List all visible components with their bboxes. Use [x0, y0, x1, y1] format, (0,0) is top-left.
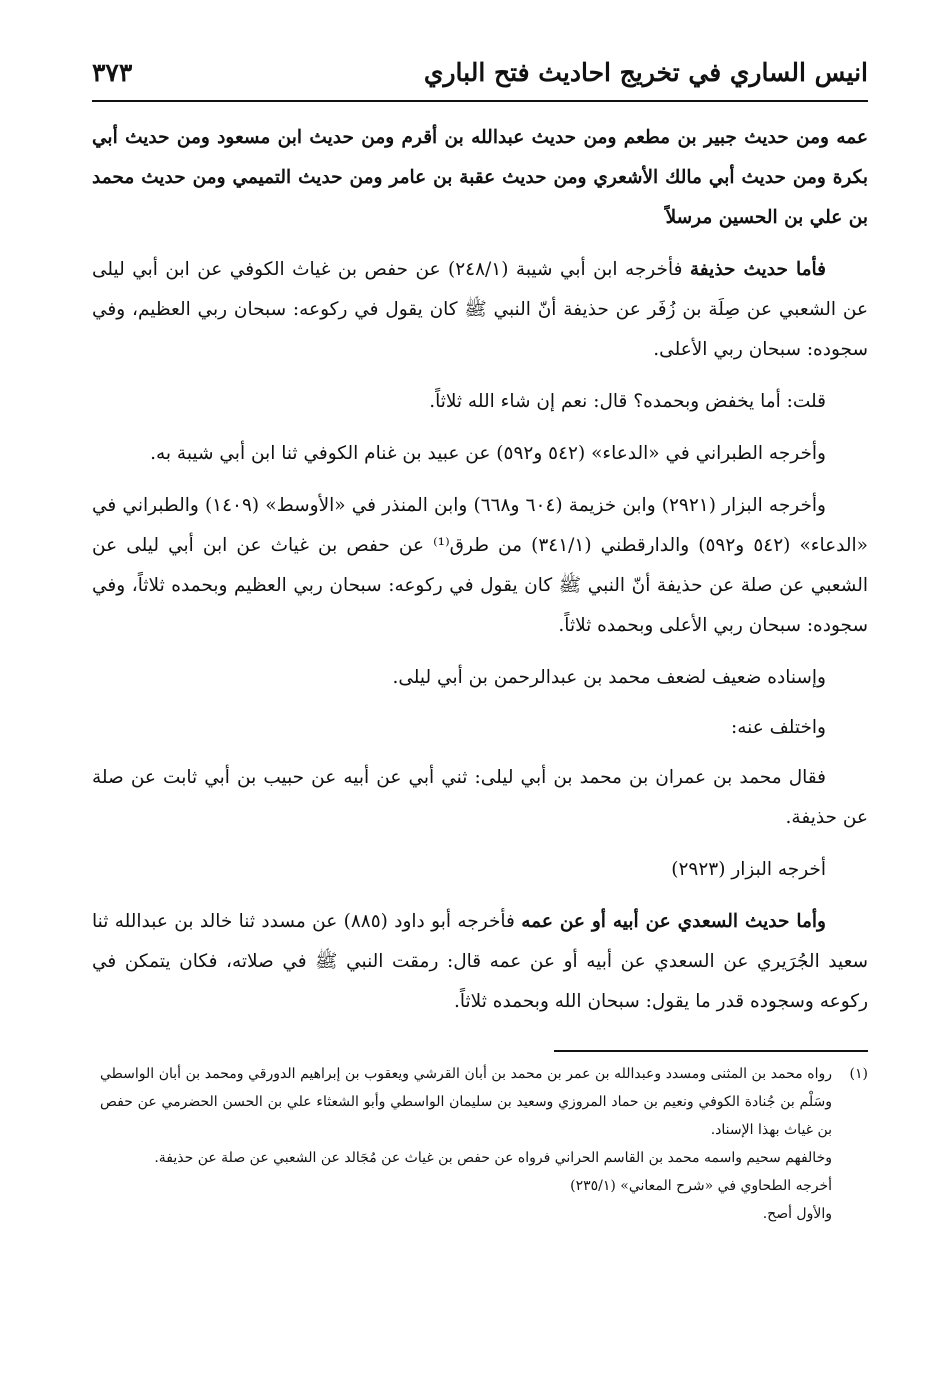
- paragraph-hudhayfa: [92, 250, 868, 370]
- footnotes: [100, 1060, 868, 1228]
- paragraph-imran: [92, 758, 868, 838]
- paragraph-bazzar-2923: [92, 850, 868, 890]
- paragraph-text: واختلف عنه:: [730, 717, 826, 738]
- paragraph-hadith-list: [92, 118, 868, 238]
- paragraph-text: فقال محمد بن عمران بن محمد بن أبي ليلى: ثني أبي عن أبيه عن حبيب بن أبي ثابت عن صلة عن حذيفة.: [92, 767, 868, 828]
- paragraph-question: [92, 382, 868, 422]
- paragraph-bazzar: [92, 486, 868, 646]
- footnote-line: أخرجه الطحاوي في «شرح المعاني» (٢٣٥/١): [570, 1178, 832, 1194]
- footnote-number: (١): [849, 1066, 868, 1082]
- paragraph-saadi: [92, 902, 868, 1022]
- paragraph-disagreement: [92, 708, 868, 748]
- paragraph-text: وأخرجه البزار (٢٩٢١) وابن خزيمة (٦٠٤ و٦٦٨) وابن المنذر في «الأوسط» (١٤٠٩) والطبراني في «الدعاء» (٥٤٢ و٥٩٢) والدارقطني (٣٤١/١) من طرق⁽¹⁾ عن حفص بن غياث عن ابن أبي ليلى عن الشعبي عن صلة عن حذيفة أنّ النبي ﷺ كان يقول في ركوعه: سبحان ربي العظيم وبحمده ثلاثاً، وفي سجوده: سبحان ربي الأعلى وبحمده ثلاثاً.: [92, 495, 868, 636]
- paragraph-text: فأخرجه أبو داود (٨٨٥) عن مسدد ثنا خالد بن عبدالله ثنا سعيد الجُرَيري عن السعدي عن أبيه أو عن عمه قال: رمقت النبي ﷺ في صلاته، فكان يتمكن في ركوعه وسجوده قدر ما يقول: سبحان الله وبحمده ثلاثاً.: [92, 911, 868, 1012]
- paragraph-text: قلت: أما يخفض وبحمده؟ قال: نعم إن شاء الله ثلاثاً.: [429, 391, 826, 412]
- paragraph-tabarani: [92, 434, 868, 474]
- footnote-line: وخالفهم سحيم واسمه محمد بن القاسم الحراني فرواه عن حفص بن غياث عن مُجَالد عن الشعبي عن صلة عن حذيفة.: [154, 1150, 832, 1166]
- paragraph-text: فأخرجه ابن أبي شيبة (٢٤٨/١) عن حفص بن غياث الكوفي عن ابن أبي ليلى عن الشعبي عن صِلَة بن زُفَر عن حذيفة أنّ النبي ﷺ كان يقول في ركوعه: سبحان ربي العظيم، وفي سجوده: سبحان ربي الأعلى.: [92, 259, 868, 360]
- running-title: انيس الساري في تخريج احاديث فتح الباري: [423, 58, 868, 87]
- page-number: ٣٧٣: [92, 58, 133, 87]
- paragraph-text: وإسناده ضعيف لضعف محمد بن عبدالرحمن بن أبي ليلى.: [392, 667, 826, 688]
- footnote-separator: [554, 1050, 868, 1052]
- section-lead: فأما حديث حذيفة: [689, 259, 826, 280]
- paragraph-text: وأخرجه الطبراني في «الدعاء» (٥٤٢ و٥٩٢) عن عبيد بن غنام الكوفي ثنا ابن أبي شيبة به.: [150, 443, 826, 464]
- paragraph-text: عمه ومن حديث جبير بن مطعم ومن حديث عبدالله بن أقرم ومن حديث ابن مسعود ومن حديث أبي بكرة ومن حديث أبي مالك الأشعري ومن حديث عقبة بن عامر ومن حديث التميمي ومن حديث محمد بن علي بن الحسين مرسلاً: [92, 127, 868, 228]
- footnote-line: والأول أصح.: [762, 1206, 832, 1222]
- footnote-line: رواه محمد بن المثنى ومسدد وعبدالله بن عمر بن محمد بن أبان القرشي ويعقوب بن إبراهيم الدورقي ومحمد بن أبان الواسطي وسَلْم بن جُنادة الكوفي ونعيم بن حماد المروزي وسعيد بن سليمان الواسطي وأبو الشعثاء علي بن الحسن الحضرمي عن حفص بن غياث بهذا الإسناد.: [100, 1066, 832, 1138]
- paragraph-text: أخرجه البزار (٢٩٢٣): [671, 859, 826, 880]
- main-text: [92, 118, 868, 1034]
- page-header: [92, 56, 868, 102]
- footnote-1: [100, 1060, 868, 1228]
- section-lead: وأما حديث السعدي عن أبيه أو عن عمه: [521, 911, 826, 932]
- paragraph-isnad-weak: [92, 658, 868, 698]
